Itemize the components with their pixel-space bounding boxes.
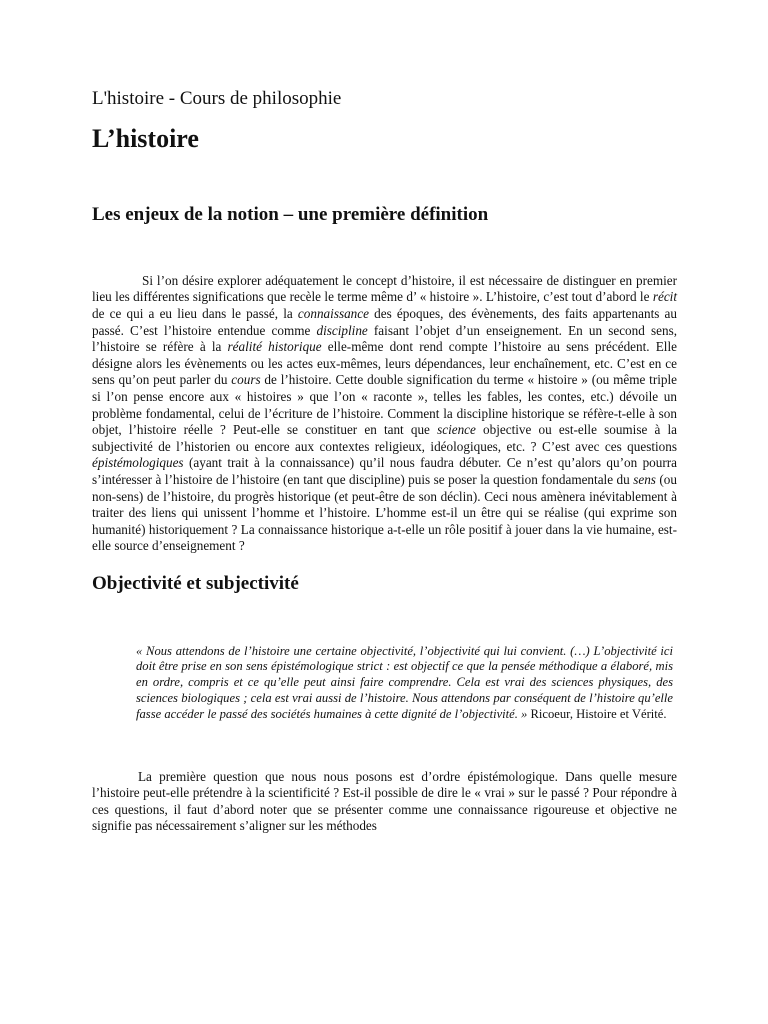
section-heading-enjeux: Les enjeux de la notion – une première définition xyxy=(92,203,489,225)
ricoeur-quote xyxy=(136,644,673,723)
main-heading: L’histoire xyxy=(92,123,199,153)
intro-paragraph: Si l’on désire explorer adéquatement le concept d’histoire, il est nécessaire de distinguer en premier lieu les différentes significations que recèle le terme même d’ « histoire ». L’histoire, c’est tout d’abord le récit de ce qui a eu lieu dans le passé, la connaissance des époques, des évènements, des faits appartenants au passé. C’est l’histoire entendue comme discipline faisant l’objet d’un enseignement. En un second sens, l’histoire se réfère à la réalité historique elle-même dont rend compte l’histoire au sens précédent. Elle désigne alors les évènements ou les actes eux-mêmes, leurs dépendances, leur enchaînement, etc. C’est en ce sens qu’on peut parler du cours de l’histoire. Cette double signification du terme « histoire » (ou même triple si l’on pense encore aux « histoires » que l’on « raconte », telles les fables, les contes, etc.) dévoile un problème fondamental, celui de l’écriture de l’histoire. Comment la discipline historique se réfère-t-elle à son objet, l’histoire réelle ? Peut-elle se constituer en tant que science objective ou est-elle soumise à la subjectivité de l’historien ou encore aux contextes religieux, idéologiques, etc. ? C’est avec ces questions épistémologiques (ayant trait à la connaissance) qu’il nous faudra débuter. Ce n’est qu’alors qu’on pourra s’intéresser à l’histoire de l’histoire (en tant que discipline) puis se poser la question fondamentale du sens (ou non-sens) de l’histoire, du progrès historique (et peut-être de son déclin). Ceci nous amènera inévitablement à traiter des liens qui unissent l’homme et l’histoire. L’homme est-il un être qui se réalise (qui exprime son humanité) historiquement ? La connaissance historique a-t-elle un rôle positif à jouer dans la vie humaine, est-elle source d’enseignement ? xyxy=(92,272,678,554)
document-page xyxy=(92,88,677,835)
document-title: L'histoire - Cours de philosophie xyxy=(92,88,342,109)
section-heading-objectivite: Objectivité et subjectivité xyxy=(92,572,299,594)
epistemology-paragraph: La première question que nous nous posons est d’ordre épistémologique. Dans quelle mesure l’histoire peut-elle prétendre à la scientificité ? Est-il possible de dire le « vrai » sur le passé ? Pour répondre à ces questions, il faut d’abord noter que se présenter comme une connaissance rigoureuse et objective ne signifie pas nécessairement s’aligner sur les méthodes xyxy=(92,768,677,834)
quote-text: « Nous attendons de l’histoire une certaine objectivité, l’objectivité qui lui convient. (…) L’objectivité ici doit être prise en son sens épistémologique strict : est objectif ce que la pensée méthodique a élaboré, mis en ordre, compris et ce qu’elle peut ainsi faire comprendre. Cela est vrai des sciences physiques, des sciences biologiques ; cela est vrai aussi de l’histoire. Nous attendons par conséquent de l’histoire qu’elle fasse accéder le passé des sociétés humaines à cette dignité de l’objectivité. » xyxy=(136,643,673,721)
quote-source: Ricoeur, Histoire et Vérité. xyxy=(527,706,667,721)
